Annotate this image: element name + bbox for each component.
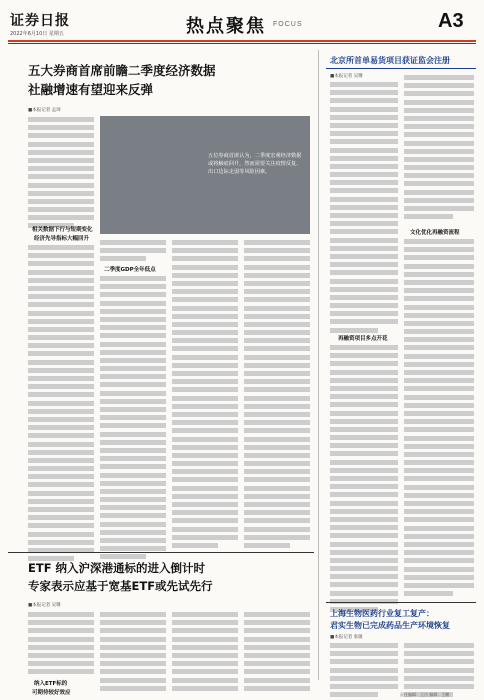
right-bottom-byline: ■本报记者 张敏 bbox=[330, 635, 363, 640]
lead-headline-line2: 社融增速有望迎来反弹 bbox=[28, 82, 154, 97]
right-top-headline: 北京所首单易货项目获证监会注册 bbox=[330, 56, 450, 65]
dateline: 2022年6月10日 星期五 bbox=[10, 31, 64, 37]
lead-headline-line1: 五大券商首席前瞻二季度经济数据 bbox=[28, 63, 216, 78]
right-bottom-headline-line2: 君实生物已完成药品生产环境恢复 bbox=[330, 621, 450, 630]
etf-subhead-2: 可期待较好效应 bbox=[32, 690, 71, 696]
masthead-rule bbox=[8, 40, 476, 42]
right-top-column-1 bbox=[330, 82, 398, 336]
right-mid-subhead-1: 再融资项目多点开花 bbox=[338, 336, 388, 342]
lead-pullquote: 五位券商首席认为，二季度宏观经济数据或将触底回升，然而需要关注疫情反复、出口边际走弱等风险因素。 bbox=[208, 153, 302, 175]
lead-column-4 bbox=[244, 240, 310, 551]
etf-subhead-1: 纳入ETF标的 bbox=[34, 681, 68, 687]
etf-column-3 bbox=[172, 612, 238, 694]
section-title-en: FOCUS bbox=[273, 21, 303, 28]
masthead-rule-thin bbox=[8, 43, 476, 44]
column-divider bbox=[318, 50, 319, 680]
lead-column-2 bbox=[100, 240, 166, 265]
right-bottom-headline-line1: 上海生物医药行业复工复产： bbox=[330, 609, 434, 618]
etf-headline-line1: ETF 纳入沪深港通标的进入倒计时 bbox=[28, 561, 206, 575]
etf-column-4 bbox=[244, 612, 310, 694]
masthead bbox=[0, 0, 484, 42]
right-mid-column-1 bbox=[330, 345, 398, 615]
right-mid-subhead-2: 文化优化再融资流程 bbox=[410, 230, 460, 236]
divider-lead-etf bbox=[8, 552, 314, 553]
lead-subhead-3: 二季度GDP全年低点 bbox=[104, 267, 156, 273]
right-top-column-2 bbox=[404, 75, 474, 222]
etf-headline-line2: 专家表示应基于宽基ETF或先试先行 bbox=[28, 579, 213, 593]
etf-byline: ■本报记者 吴珊 bbox=[28, 603, 61, 608]
etf-column-2 bbox=[100, 612, 166, 694]
lead-column-3 bbox=[172, 240, 238, 551]
page-number: A3 bbox=[438, 10, 464, 32]
right-bottom-column-1 bbox=[330, 643, 398, 700]
page-footer: 责任编辑：王岳 编辑：王鹏 bbox=[400, 692, 450, 697]
etf-column-1 bbox=[28, 612, 94, 678]
right-top-byline: ■本报记者 吴珊 bbox=[330, 74, 363, 79]
newspaper-logo: 证券日报 bbox=[10, 13, 70, 29]
lead-photo bbox=[100, 116, 310, 234]
right-top-rule bbox=[326, 68, 476, 69]
lead-byline: ■本报记者 孟珂 bbox=[28, 108, 61, 113]
right-bottom-rule bbox=[326, 602, 476, 603]
lead-column-1 bbox=[28, 117, 94, 232]
lead-column-2b bbox=[100, 276, 166, 563]
lead-column-1b bbox=[28, 245, 94, 564]
lead-subhead-2: 经济先导指标大幅回升 bbox=[34, 236, 90, 242]
lead-subhead-1: 相关数据下行与短期变化 bbox=[32, 227, 93, 233]
right-mid-column-2 bbox=[404, 239, 474, 599]
section-title: 热点聚焦 bbox=[186, 16, 266, 37]
